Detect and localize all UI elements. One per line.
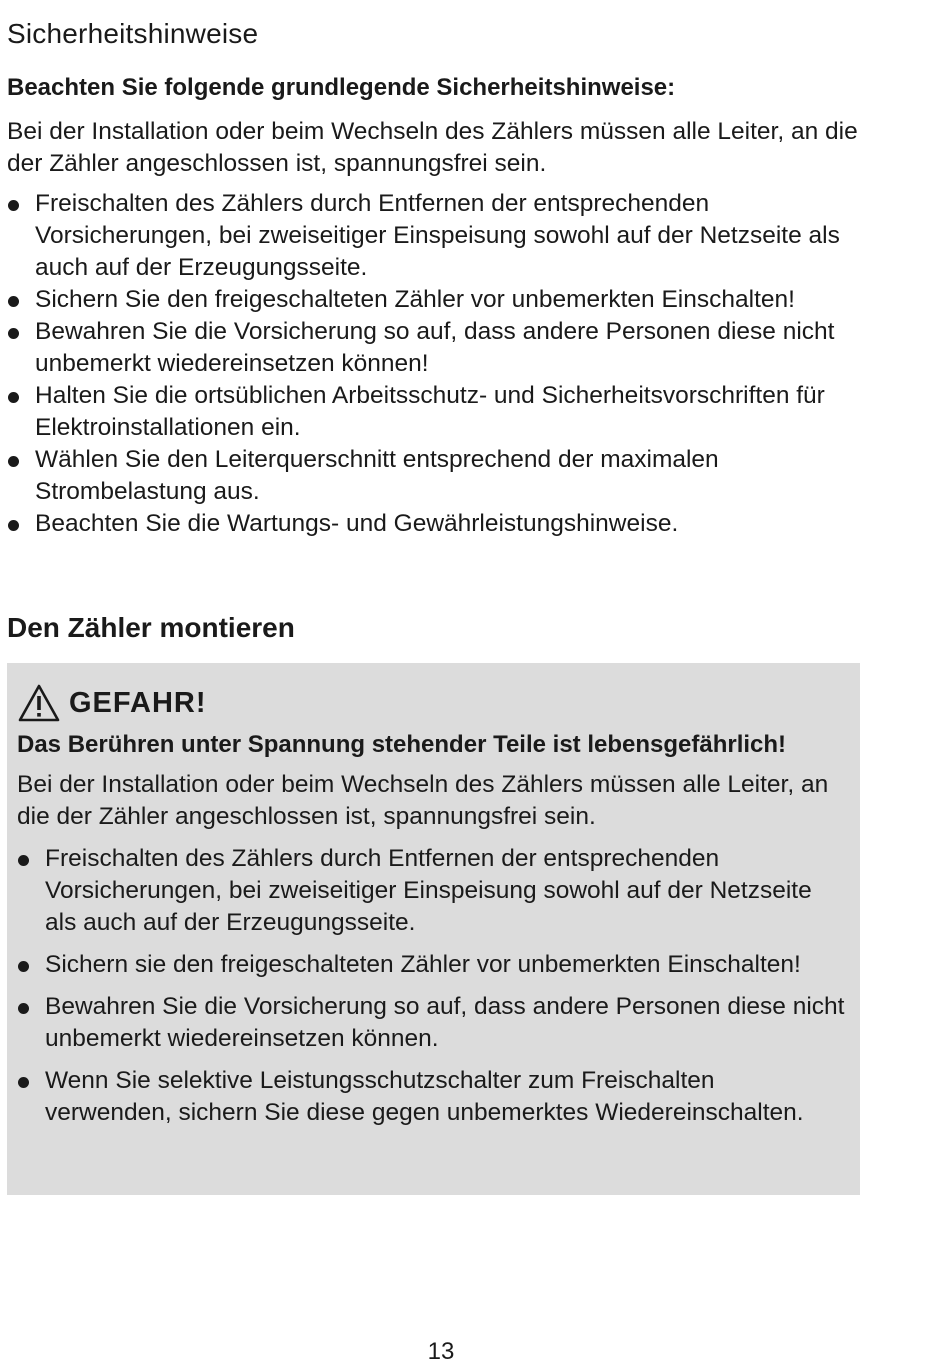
bullet-icon xyxy=(8,200,19,211)
danger-box xyxy=(7,663,860,1195)
safety-list xyxy=(7,188,867,540)
bullet-icon xyxy=(8,392,19,403)
bullet-icon xyxy=(18,1077,29,1088)
danger-headline: Das Berühren unter Spannung stehender Teile ist lebensgefährlich! xyxy=(17,731,787,758)
page-number: 13 xyxy=(427,1338,455,1365)
danger-paragraph: Bei der Installation oder beim Wechseln des Zählers müssen alle Leiter, an die der Zähler angeschlossen ist, spannungsfrei sein. xyxy=(17,771,829,830)
list-item-text: Beachten Sie die Wartungs- und Gewährleistungshinweise. xyxy=(35,510,679,537)
bullet-icon xyxy=(8,296,19,307)
mounting-title: Den Zähler montieren xyxy=(7,612,295,643)
list-item-text: Wenn Sie selektive Leistungsschutzschalter zum Freischalten verwenden, sichern Sie diese gegen unbemerktes Wiedereinschalten. xyxy=(45,1067,804,1126)
section-title: Sicherheitshinweise xyxy=(7,18,259,49)
list-item xyxy=(7,380,867,444)
bullet-icon xyxy=(8,456,19,467)
list-item-text: Wählen Sie den Leiterquerschnitt entsprechend der maximalen Strombelastung aus. xyxy=(35,446,719,505)
bullet-icon xyxy=(8,520,19,531)
list-item-text: Sichern Sie den freigeschalteten Zähler vor unbemerkten Einschalten! xyxy=(35,286,795,313)
list-item-text: Halten Sie die ortsüblichen Arbeitsschutz- und Sicherheitsvorschriften für Elektroinstallationen ein. xyxy=(35,382,825,441)
list-item-text: Freischalten des Zählers durch Entfernen der entsprechenden Vorsicherungen, bei zweiseitiger Einspeisung sowohl auf der Netzseite als auch auf der Erzeugungsseite. xyxy=(45,845,812,936)
list-item xyxy=(17,991,847,1055)
list-item xyxy=(17,1065,847,1129)
danger-list xyxy=(17,843,847,1139)
list-item xyxy=(17,843,847,939)
list-item xyxy=(7,444,867,508)
warning-triangle-icon xyxy=(17,683,61,723)
list-item-text: Bewahren Sie die Vorsicherung so auf, dass andere Personen diese nicht unbemerkt wiedereinsetzen können. xyxy=(45,993,845,1052)
list-item xyxy=(17,949,847,981)
list-item-text: Sichern sie den freigeschalteten Zähler vor unbemerkten Einschalten! xyxy=(45,951,801,978)
list-item xyxy=(7,316,867,380)
bullet-icon xyxy=(8,328,19,339)
danger-header xyxy=(17,683,207,723)
section-subtitle: Beachten Sie folgende grundlegende Sicherheitshinweise: xyxy=(7,74,676,101)
list-item xyxy=(7,284,867,316)
list-item-text: Freischalten des Zählers durch Entfernen der entsprechenden Vorsicherungen, bei zweiseitiger Einspeisung sowohl auf der Netzseite als auch auf der Erzeugungsseite. xyxy=(35,190,840,281)
bullet-icon xyxy=(18,1003,29,1014)
list-item xyxy=(7,508,867,540)
list-item xyxy=(7,188,867,284)
danger-label: GEFAHR! xyxy=(69,686,207,719)
bullet-icon xyxy=(18,855,29,866)
bullet-icon xyxy=(18,961,29,972)
list-item-text: Bewahren Sie die Vorsicherung so auf, dass andere Personen diese nicht unbemerkt wiedereinsetzen können! xyxy=(35,318,835,377)
intro-paragraph: Bei der Installation oder beim Wechseln des Zählers müssen alle Leiter, an die der Zähler angeschlossen ist, spannungsfrei sein. xyxy=(7,118,858,177)
